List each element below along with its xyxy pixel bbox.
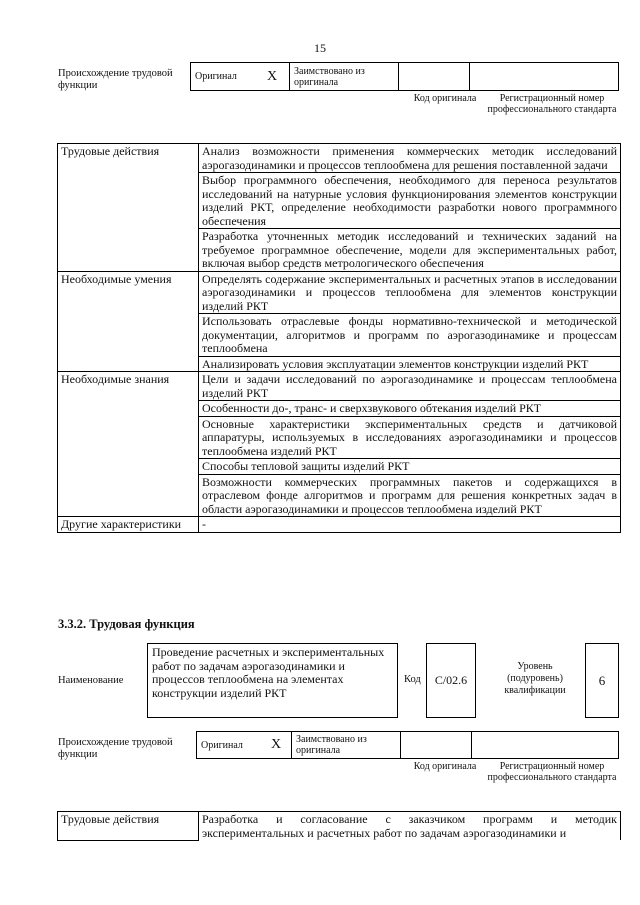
- code-label: Код: [404, 674, 421, 685]
- row-text: Возможности коммерческих программных пакетов и содержащихся в отраслевом фонде алгоритмов и программ для решения конкретных задач в области аэрогазодинамики и процессов теплообмена изделий РКТ: [199, 474, 621, 517]
- level-value-box: [585, 643, 619, 718]
- code-cell: [401, 732, 472, 759]
- borrowed-cell: Заимствовано из оригинала: [290, 63, 399, 91]
- reg-number-caption: Регистрационный номер профессионального стандарта: [487, 761, 617, 783]
- row-header: Другие характеристики: [58, 517, 199, 533]
- table-row: [58, 517, 621, 533]
- level-label: Уровень (подуровень) квалификации: [504, 661, 566, 696]
- level-value: 6: [598, 672, 606, 688]
- origin-table: [196, 731, 619, 759]
- row-header: Необходимые знания: [58, 372, 199, 517]
- page-number: 15: [314, 41, 326, 55]
- table-row: [58, 271, 621, 314]
- function-code-box: [426, 643, 476, 718]
- row-text: -: [199, 517, 621, 533]
- origin-label: Происхождение трудовой функции: [58, 737, 173, 760]
- row-header: Трудовые действия: [58, 812, 199, 841]
- code-original-caption: Код оригинала: [413, 761, 477, 772]
- original-mark: X: [261, 732, 292, 759]
- code-original-caption: Код оригинала: [413, 93, 477, 104]
- row-header: Необходимые умения: [58, 271, 199, 372]
- table-row: [58, 144, 621, 173]
- original-cell: [191, 63, 256, 91]
- row-header: Трудовые действия: [58, 144, 199, 272]
- function-name-box: Проведение расчетных и экспериментальных работ по задачам аэрогазодинамики и процессов теплообмена на элементах конструкции изделий РКТ: [147, 643, 398, 718]
- borrowed-cell: Заимствовано из оригинала: [292, 732, 401, 759]
- actions-table: [57, 811, 621, 841]
- row-text: Цели и задачи исследований по аэрогазодинамике и процессам теплообмена изделий РКТ: [199, 372, 621, 401]
- reg-number-cell: [470, 63, 619, 91]
- row-text: Анализировать условия эксплуатации элементов конструкции изделий РКТ: [199, 356, 621, 372]
- reg-number-caption: Регистрационный номер профессионального стандарта: [487, 93, 617, 115]
- reg-number-cell: [472, 732, 619, 759]
- requirements-table: [57, 143, 621, 533]
- row-text: Основные характеристики экспериментальных средств и датчиковой аппаратуры, используемых в исследованиях аэрогазодинамики и процессов теплообмена изделий РКТ: [199, 416, 621, 459]
- section-heading: 3.3.2. Трудовая функция: [58, 617, 195, 631]
- row-text: Способы тепловой защиты изделий РКТ: [199, 459, 621, 475]
- original-mark: X: [255, 63, 290, 91]
- code-cell: [399, 63, 470, 91]
- table-row: [58, 812, 621, 841]
- row-text: Разработка и согласование с заказчиком программ и методик экспериментальных и расчетных работ по задачам аэрогазодинамики и: [199, 812, 621, 841]
- origin-label: Происхождение трудовой функции: [58, 68, 173, 91]
- original-cell: [197, 732, 262, 759]
- origin-table: [190, 62, 619, 91]
- function-code: С/02.6: [434, 673, 468, 687]
- original-label: Оригинал: [201, 739, 243, 751]
- name-label: Наименование: [58, 675, 124, 686]
- row-text: Анализ возможности применения коммерческих методик исследований аэрогазодинамики и процессов теплообмена для решения поставленной задачи: [199, 144, 621, 173]
- table-row: [58, 372, 621, 401]
- row-text: Разработка уточненных методик исследований и технических заданий на требуемое программное обеспечение, модели для экспериментальных работ, включая выбор средств метрологического обеспечения: [199, 229, 621, 272]
- row-text: Выбор программного обеспечения, необходимого для переноса результатов исследований на натурные условия функционирования элементов конструкции изделий РКТ, определение необходимости разработки нового программного обеспечения: [199, 173, 621, 229]
- original-label: Оригинал: [195, 71, 237, 82]
- row-text: Особенности до-, транс- и сверхзвукового обтекания изделий РКТ: [199, 401, 621, 417]
- row-text: Использовать отраслевые фонды нормативно-технической и методической документации, алгоритмов и программ по аэрогазодинамике и процессам теплообмена: [199, 314, 621, 357]
- row-text: Определять содержание экспериментальных и расчетных этапов в исследовании аэрогазодинамики и процессов теплообмена для элементов конструкции изделий РКТ: [199, 271, 621, 314]
